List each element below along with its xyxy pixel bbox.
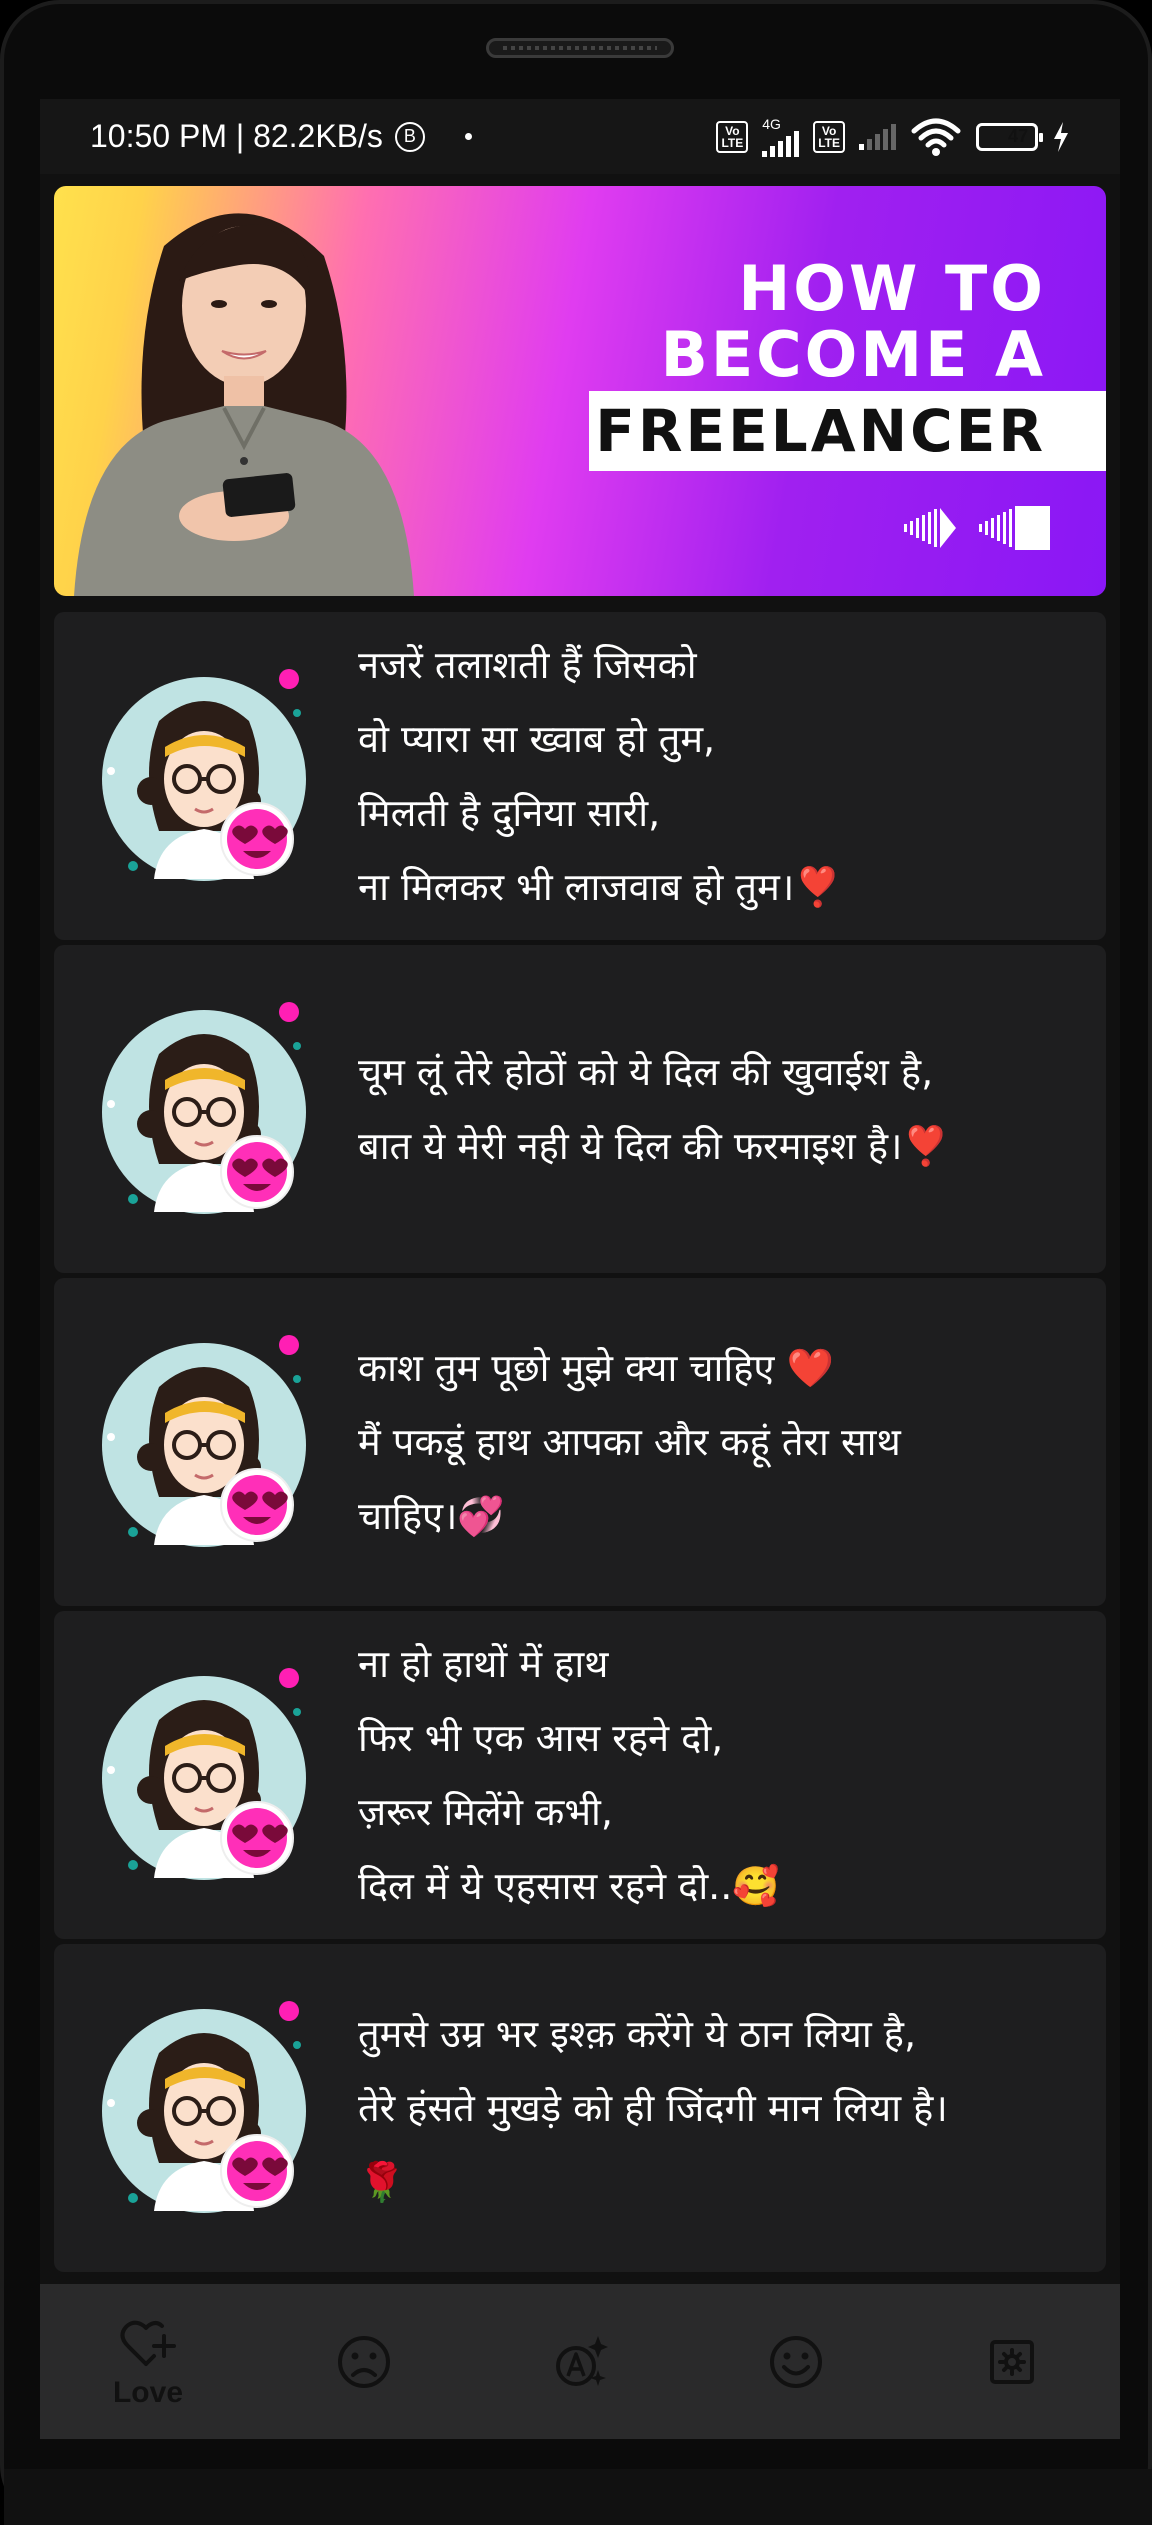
wifi-icon: [910, 117, 962, 157]
promo-banner[interactable]: [54, 186, 1106, 596]
quote-text: [358, 945, 1076, 1273]
quote-text: [358, 612, 1076, 940]
girl-avatar-image: [99, 1993, 309, 2223]
speaker-grille: [486, 38, 674, 58]
nav-sad[interactable]: [256, 2284, 472, 2439]
quote-line: दिल में ये एहसास रहने दो..🥰: [358, 1864, 780, 1908]
charging-icon: [1052, 122, 1070, 152]
quote-line: ना मिलकर भी लाजवाब हो तुम।❣️: [358, 865, 842, 909]
nav-settings[interactable]: [904, 2284, 1120, 2439]
nav-love-label: Love: [112, 2375, 184, 2409]
girl-avatar-image: [99, 1660, 309, 1890]
girl-avatar-image: [99, 661, 309, 891]
quote-card[interactable]: [54, 1278, 1106, 1606]
quote-line: फिर भी एक आस रहने दो,: [358, 1716, 724, 1760]
status-bar: [40, 99, 1120, 174]
nav-love[interactable]: [40, 2284, 256, 2439]
quote-line: बात ये मेरी नही ये दिल की फरमाइश है।❣️: [358, 1124, 950, 1168]
quote-card[interactable]: [54, 945, 1106, 1273]
quote-text: [358, 1278, 1076, 1606]
quote-card[interactable]: [54, 612, 1106, 940]
banner-title-line1: HOW TO: [738, 252, 1046, 325]
settings-icon: [982, 2332, 1042, 2392]
sad-face-icon: [334, 2332, 394, 2392]
font-sparkle-icon: [550, 2332, 610, 2392]
quote-text: [358, 1944, 1076, 2272]
quote-line: 🌹: [358, 2160, 406, 2204]
quote-line: ना हो हाथों में हाथ: [358, 1642, 609, 1686]
nav-font-style[interactable]: [472, 2284, 688, 2439]
volte-icon: Vo LTE: [716, 121, 748, 153]
signal-icon: [762, 131, 799, 157]
banner-tag: FREELANCER: [589, 391, 1106, 471]
volte-icon-2: Vo LTE: [813, 121, 845, 153]
signal-icon-2: [859, 124, 896, 150]
quote-line: नजरें तलाशती हैं जिसको: [358, 643, 697, 687]
b-badge-icon: B: [395, 122, 425, 152]
quote-line: तुमसे उम्र भर इश्क़ करेंगे ये ठान लिया है,: [358, 2012, 917, 2056]
woman-with-phone-image: [54, 186, 434, 596]
battery-icon: [976, 123, 1038, 151]
notification-dot-icon: [465, 133, 472, 140]
quote-line: मिलती है दुनिया सारी,: [358, 791, 661, 835]
network-type: 4G: [762, 115, 781, 132]
quote-line: काश तुम पूछो मुझे क्या चाहिए ❤️: [358, 1346, 834, 1390]
bottom-nav: [40, 2284, 1120, 2439]
quote-line: चूम लूं तेरे होठों को ये दिल की खुवाईश है,: [358, 1050, 934, 1094]
quote-line: वो प्यारा सा ख्वाब हो तुम,: [358, 717, 716, 761]
quote-line: तेरे हंसते मुखड़े को ही जिंदगी मान लिया है।: [358, 2086, 948, 2130]
quote-card[interactable]: [54, 1944, 1106, 2272]
phone-bottom-bezel: [4, 2469, 1152, 2525]
girl-avatar-image: [99, 994, 309, 1224]
girl-avatar-image: [99, 1327, 309, 1557]
quote-line: मैं पकडूं हाथ आपका और कहूं तेरा साथ: [358, 1420, 901, 1464]
smile-face-icon: [766, 2332, 826, 2392]
nav-happy[interactable]: [688, 2284, 904, 2439]
heart-plus-icon: [118, 2314, 178, 2374]
screen: [40, 99, 1120, 2439]
rewind-arrows-icon: [894, 504, 1054, 552]
quote-text: [358, 1611, 1076, 1939]
quote-line: ज़रूर मिलेंगे कभी,: [358, 1790, 613, 1834]
banner-title-line2: BECOME A: [660, 318, 1046, 391]
banner-title: [660, 252, 1046, 391]
status-time-speed: 10:50 PM | 82.2KB/s: [90, 118, 383, 154]
quote-line: चाहिए।💞: [358, 1494, 505, 1538]
battery-level: 47: [1008, 126, 1029, 146]
quote-card[interactable]: [54, 1611, 1106, 1939]
